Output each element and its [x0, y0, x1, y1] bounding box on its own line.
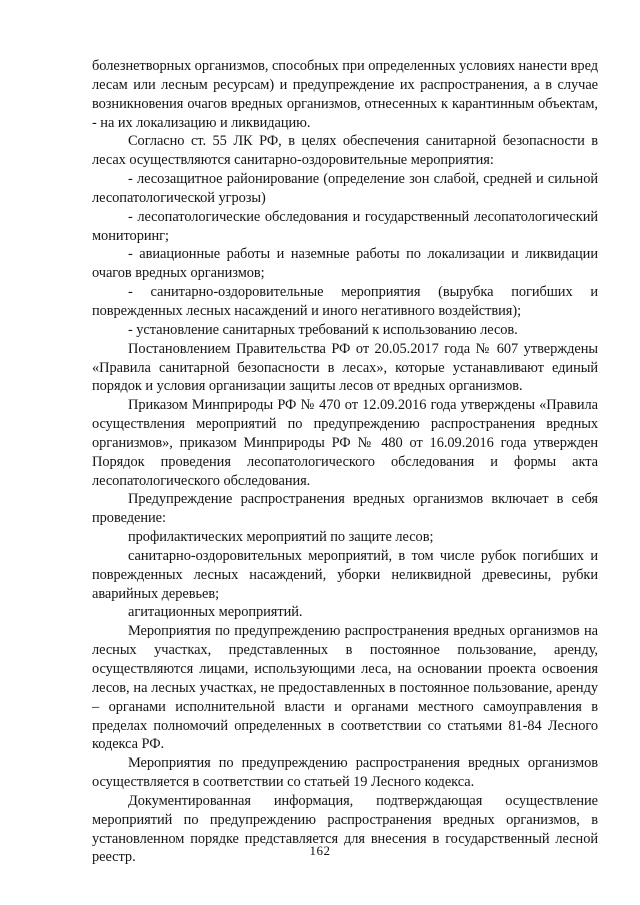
paragraph-1: болезнетворных организмов, способных при определенных условиях нанести вред лесам или лесным ресурсам) и предупреждение их распространения, а в случае возникновения очагов вредных организмов, отнесенных к карантинным объектам, - на их локализацию и ликвидацию.	[92, 58, 598, 131]
list-item-sanitary-measures: санитарно-оздоровительных мероприятий, в том числе рубок погибших и поврежденных лесных насаждений, уборки неликвидной древесины, рубки аварийных деревьев;	[92, 547, 598, 602]
paragraph-prevention: Предупреждение распространения вредных организмов включает в себя проведение:	[92, 491, 598, 527]
list-item-requirements: - установление санитарных требований к использованию лесов.	[128, 321, 518, 338]
paragraph-leased-plots: Мероприятия по предупреждению распространения вредных организмов на лесных участках, представленных в постоянное пользование, аренду, осуществляются лицами, использующими леса, на основании проекта освоения лесов, на лесных участках, не предоставленных в постоянное пользование, аренду – органами исполнительной власти и органами местного самоуправления в пределах полномочий определенных в соответствии со статьями 81-84 Лесного кодекса РФ.	[92, 623, 598, 753]
list-item-preventive: профилактических мероприятий по защите лесов;	[128, 529, 434, 546]
paragraph-order: Приказом Минприроды РФ № 470 от 12.09.2016 года утверждены «Правила осуществления мероприятий по предупреждению распространения вредных организмов», приказом Минприроды РФ № 480 от 16.09.2016 года утвержден Порядок проведения лесопатологического обследования и формы акта лесопатологического обследования.	[92, 397, 598, 489]
list-item-sanitary: - санитарно-оздоровительные мероприятия (вырубка погибших и поврежденных лесных насаждений и иного негативного воздействия);	[92, 284, 598, 319]
list-item-aviation: - авиационные работы и наземные работы по локализации и ликвидации очагов вредных организмов;	[92, 246, 598, 282]
paragraph-article-19: Мероприятия по предупреждению распространения вредных организмов осуществляется в соответствии со статьей 19 Лесного кодекса.	[92, 755, 598, 791]
body-text	[92, 57, 598, 867]
page-number: 162	[309, 843, 331, 858]
list-item-zoning: - лесозащитное районирование (определение зон слабой, средней и сильной лесопатологической угрозы)	[92, 171, 598, 206]
paragraph-2: Согласно ст. 55 ЛК РФ, в целях обеспечения санитарной безопасности в лесах осуществляются санитарно-оздоровительные мероприятия:	[92, 133, 598, 169]
paragraph-registry: Документированная информация, подтверждающая осуществление мероприятий по предупреждению распространения вредных организмов, в установленном порядке представляется для внесения в государственный лесной реестр.	[92, 792, 598, 866]
list-item-monitoring: - лесопатологические обследования и государственный лесопатологический мониторинг;	[92, 208, 598, 244]
list-item-agitation: агитационных мероприятий.	[128, 604, 303, 621]
paragraph-resolution: Постановлением Правительства РФ от 20.05.2017 года № 607 утверждены «Правила санитарной безопасности в лесах», которые устанавливают единый порядок и условия организации защиты лесов от вредных организмов.	[92, 340, 598, 395]
